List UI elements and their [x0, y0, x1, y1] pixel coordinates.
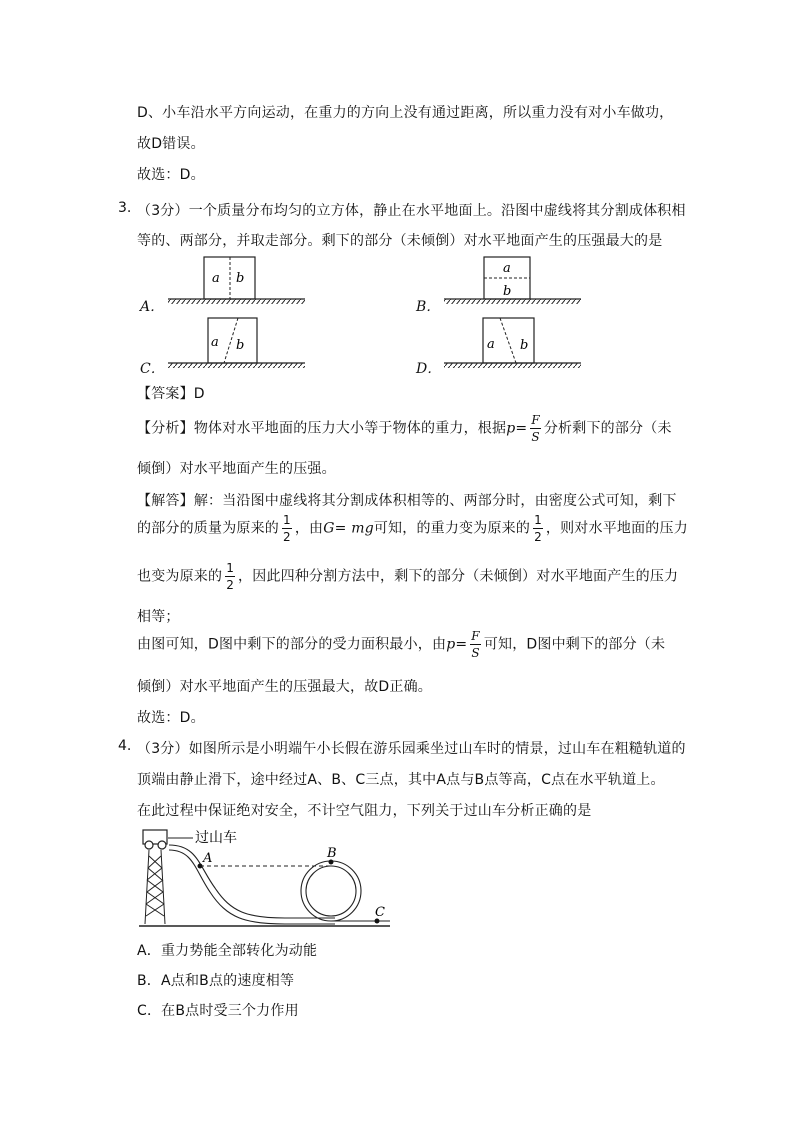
- fraction-denominator: 2: [534, 530, 542, 544]
- point-a-label: A: [203, 851, 213, 866]
- q4-option-a: A．重力势能全部转化为动能: [137, 943, 318, 959]
- half-fraction: [225, 562, 235, 591]
- q3-solution-line6: 倾倒）对水平地面产生的压强最大，故D正确。: [137, 679, 432, 695]
- q3-option-b-letter: B．: [416, 299, 441, 315]
- fraction-numerator: 1: [226, 561, 235, 575]
- fraction-denominator: S: [471, 646, 480, 660]
- q3-solution-text-1: 解：当沿图中虚线将其分割成体积相等的、两部分时，由密度公式可知，剩下: [193, 493, 677, 509]
- q4-number: 4.: [118, 738, 132, 754]
- q3-analysis-line1: [137, 414, 672, 443]
- q3-solution-tag: 【解答】: [137, 493, 194, 509]
- q4-roller-coaster-figure: [135, 826, 395, 936]
- q3-figure-b: [444, 257, 581, 304]
- q3-d-label-b: b: [520, 338, 529, 353]
- q3-option-a-letter: A．: [140, 299, 165, 315]
- q3-gravity-formula: G= mg: [323, 520, 374, 537]
- q3-solution-line4: 相等；: [137, 609, 180, 625]
- q3-solution-text-3a: 也变为原来的: [137, 568, 223, 585]
- q3-analysis-line2: 倾倒）对水平地面产生的压强。: [137, 461, 336, 477]
- q3-solution-text-2b: ，由: [294, 520, 324, 537]
- q3-figures: [0, 252, 794, 382]
- q3-solution-text-2d: ，则对水平地面的压力: [545, 520, 688, 537]
- q3-figure-c: [168, 318, 305, 368]
- q3-solution-text-2a: 的部分的质量为原来的: [137, 520, 279, 537]
- q3-figure-a: [168, 257, 305, 304]
- q3-number: 3.: [118, 200, 132, 216]
- q3-option-d-letter: D．: [416, 361, 442, 377]
- q3-figure-d: [444, 318, 581, 368]
- q3-solution-line3: [137, 562, 678, 591]
- point-c-label: C: [375, 905, 385, 920]
- q3-solution-fraction: [470, 630, 481, 659]
- q3-solution-text-3b: ，因此四种分割方法中，剩下的部分（未倾倒）对水平地面产生的压力: [238, 568, 679, 585]
- q3-analysis-tag: 【分析】: [137, 420, 194, 437]
- q3-choice: 故选：D。: [137, 710, 205, 726]
- q3-a-label-b: b: [236, 271, 245, 286]
- q3-b-label-a: a: [503, 261, 511, 276]
- fraction-numerator: F: [471, 629, 480, 643]
- q3-d-label-a: a: [487, 337, 495, 352]
- q3-b-label-b: b: [503, 284, 512, 299]
- fraction-denominator: 2: [283, 530, 291, 544]
- q3-solution-text-5a: 由图可知，D图中剩下的部分的受力面积最小，由: [137, 636, 447, 653]
- q2-choice: 故选：D。: [137, 167, 205, 183]
- fraction-numerator: F: [531, 413, 540, 427]
- roller-coaster-label: 过山车: [195, 830, 237, 846]
- q3-solution-line1: [137, 490, 677, 510]
- fraction-denominator: S: [531, 430, 540, 444]
- q3-analysis-text-a: 物体对水平地面的压力大小等于物体的重力，根据: [193, 420, 507, 437]
- q3-stem-line1: （3分）一个质量分布均匀的立方体，静止在水平地面上。沿图中虚线将其分割成体积相: [137, 203, 686, 219]
- half-fraction: [282, 514, 292, 543]
- q3-analysis-text-b: 分析剩下的部分（未: [543, 420, 672, 437]
- q3-solution-text-2c: 可知，的重力变为原来的: [373, 520, 531, 537]
- q3-a-label-a: a: [212, 271, 220, 286]
- q4-option-b: B．A点和B点的速度相等: [137, 973, 295, 989]
- fraction-numerator: 1: [283, 513, 291, 527]
- q3-solution-text-5b: 可知，D图中剩下的部分（未: [483, 636, 666, 653]
- q4-stem-line1: （3分）如图所示是小明端午小长假在游乐园乘坐过山车时的情景，过山车在粗糙轨道的: [137, 741, 686, 757]
- q2-option-d-text: D、小车沿水平方向运动，在重力的方向上没有通过距离，所以重力没有对小车做功，: [137, 105, 674, 121]
- fraction-numerator: 1: [534, 513, 542, 527]
- q3-analysis-fraction: [530, 414, 541, 443]
- q4-option-c: C．在B点时受三个力作用: [137, 1003, 299, 1019]
- q3-stem-line2: 等的、两部分，并取走部分。剩下的部分（未倾倒）对水平地面产生的压强最大的是: [137, 233, 663, 249]
- q3-c-label-b: b: [236, 338, 245, 353]
- q4-stem-line3: 在此过程中保证绝对安全，不计空气阻力，下列关于过山车分析正确的是: [137, 803, 592, 819]
- q3-solution-p-eq: p=: [446, 636, 468, 653]
- q3-c-label-a: a: [211, 335, 219, 350]
- q4-stem-line2: 顶端由静止滑下，途中经过A、B、C三点，其中A点与B点等高，C点在水平轨道上。: [137, 772, 665, 788]
- q3-analysis-p-eq: p=: [506, 420, 528, 437]
- fraction-denominator: 2: [226, 578, 235, 592]
- q3-solution-line5: [137, 630, 665, 659]
- q3-answer: 【答案】D: [137, 386, 205, 402]
- q3-option-c-letter: C．: [140, 361, 165, 377]
- support-tower: [145, 850, 165, 924]
- half-fraction: [533, 514, 543, 543]
- q2-option-d-conclusion: 故D错误。: [137, 136, 205, 152]
- q3-solution-line2: [137, 514, 688, 543]
- point-a-marker: [198, 864, 203, 869]
- point-b-label: B: [327, 846, 337, 861]
